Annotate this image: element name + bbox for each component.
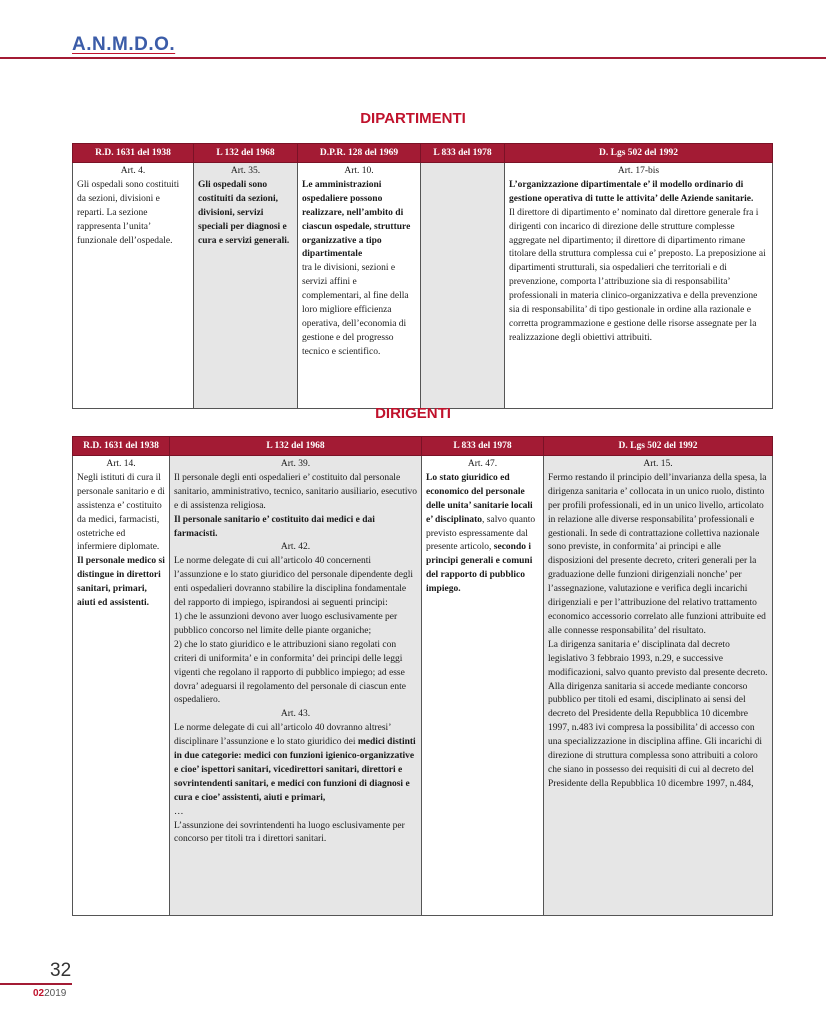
column-header: D. Lgs 502 del 1992 bbox=[505, 144, 773, 163]
table-row bbox=[73, 163, 773, 409]
text-run-bold: secondo i principi generali e comuni del rapporto di pubblico impiego. bbox=[426, 542, 533, 595]
article-bold-text: Il personale medico si distingue in direttori sanitari, primari, aiuti ed assistenti. bbox=[77, 556, 165, 609]
cell-l-833-1978 bbox=[421, 163, 505, 409]
article-text: L’assunzione dei sovrintendenti ha luogo esclusivamente per concorso per titoli tra i direttori sanitari. bbox=[174, 820, 405, 845]
text-run-bold: medici distinti in due categorie: medici con funzioni igienico-organizzative e cioe’ ispettori sanitari, vicedirettori sanitari, direttori e sovrintendenti sanitari, e medici con funzioni di diagnosi e cura e cioe’ assistenti, aiuti e primari, bbox=[174, 737, 416, 803]
article-text: Gli ospedali sono costituiti da sezioni, divisioni e reparti. La sezione rappresenta l’unita’ funzionale dell’ospedale. bbox=[77, 179, 180, 246]
cell-l-833-1978 bbox=[422, 456, 544, 916]
cell-l-132-1968 bbox=[194, 163, 298, 409]
section-title-dipartimenti: DIPARTIMENTI bbox=[360, 110, 466, 127]
dipartimenti-table bbox=[72, 143, 773, 409]
section-title-dirigenti: DIRIGENTI bbox=[375, 405, 451, 422]
column-header: L 833 del 1978 bbox=[422, 437, 544, 456]
article-bold-text: L’organizzazione dipartimentale e’ il modello ordinario di gestione operativa di tutte le attivita’ delle Aziende sanitarie. bbox=[509, 179, 754, 204]
article-bold-text: Le amministrazioni ospedaliere possono realizzare, nell’ambito di ciascun ospedale, strutture organizzative a tipo dipartimentale bbox=[302, 179, 411, 260]
article-text: Negli istituti di cura il personale sanitario e di assistenza e’ costituito da medici, farmacisti, ostetriche ed infermiere diplomate. bbox=[77, 472, 165, 553]
text-run: , salvo quanto previsto espressamente dal presente articolo, bbox=[426, 514, 536, 553]
issue-number: 02 bbox=[33, 988, 45, 999]
cell-dpr-128-1969 bbox=[298, 163, 421, 409]
column-header: D. Lgs 502 del 1992 bbox=[544, 437, 773, 456]
ellipsis: … bbox=[174, 806, 184, 817]
article-number: Art. 17-bis bbox=[617, 166, 660, 176]
article-text: tra le divisioni, sezioni e servizi affini e complementari, al fine della loro migliore efficienza operativa, dell’economia di gestione e del progresso tecnico e scientifico. bbox=[302, 263, 409, 357]
column-header: D.P.R. 128 del 1969 bbox=[298, 144, 421, 163]
article-text bbox=[174, 722, 417, 805]
article-text: Fermo restando il principio dell’invarianza della spesa, la dirigenza sanitaria e’ collocata in un unico ruolo, distinto per profili professionali, ed in un unico livello, articolato in relazione alle diverse responsabilita’ professionali e gestionali. In sede di contrattazione collettiva nazionale sono previste, in conformita’ ai principi e alle disposizioni del presente decreto, criteri generali per la graduazione delle funzioni dirigenziali nonche’ per l’assegnazione, valutazione e verifica degli incarichi dirigenziali e per l’attribuzione del relativo trattamento economico accessorio correlato alle funzioni attribuite ed alle connesse responsabilita’ del risultato. bbox=[548, 472, 767, 636]
article-number: Art. 15. bbox=[643, 459, 673, 469]
cell-dlgs-502-1992 bbox=[544, 456, 773, 916]
column-header: L 132 del 1968 bbox=[170, 437, 422, 456]
text-run: Le norme delegate di cui all’articolo 40 dovranno altresi’ disciplinare l’assunzione e lo stato giuridico dei bbox=[174, 723, 391, 748]
column-header: R.D. 1631 del 1938 bbox=[73, 437, 170, 456]
cell-rd-1938 bbox=[73, 163, 194, 409]
article-text: Il direttore di dipartimento e’ nominato dal direttore generale fra i dirigenti con incarico di direzione delle strutture complesse aggregate nel dipartimento; il direttore di dipartimento rimane titolare della struttura complessa cui e’ preposto. La preposizione ai dipartimenti strutturali, sia ospedalieri che territoriali e di prevenzione, comporta l’attribuzione sia di responsabilita’ professionali in materia clinico-organizzativa e della prevenzione sia di responsabilita’ di tipo gestionale in ordine alla razionale e corretta programmazione e gestione delle risorse assegnate per la realizzazione degli obiettivi attribuiti. bbox=[509, 207, 766, 343]
article-text: La dirigenza sanitaria e’ disciplinata dal decreto legislativo 3 febbraio 1993, n.29, e successive modificazioni, salvo quanto previsto dal presente decreto. bbox=[548, 639, 768, 678]
article-number: Art. 47. bbox=[467, 459, 498, 469]
article-number: Art. 35. bbox=[230, 166, 261, 176]
table-row bbox=[73, 456, 773, 916]
article-text: 1) che le assunzioni devono aver luogo esclusivamente per pubblico concorso nel limite delle piante organiche; bbox=[174, 611, 398, 636]
table-header-row bbox=[73, 437, 773, 456]
footer-rule bbox=[0, 983, 72, 985]
article-text: Le norme delegate di cui all’articolo 40 concernenti l’assunzione e lo stato giuridico del personale dipendente degli enti ospedalieri dovranno stabilire la disciplina fondamentale del rapporto di impiego, ispirandosi ai seguenti principi: bbox=[174, 556, 414, 609]
article-text bbox=[426, 472, 539, 597]
column-header: L 833 del 1978 bbox=[421, 144, 505, 163]
article-number: Art. 10. bbox=[344, 166, 374, 176]
dirigenti-table bbox=[72, 436, 773, 916]
article-number: Art. 4. bbox=[120, 166, 146, 176]
header-rule bbox=[0, 57, 826, 59]
table-header-row bbox=[73, 144, 773, 163]
cell-rd-1938 bbox=[73, 456, 170, 916]
article-number: Art. 14. bbox=[106, 459, 136, 469]
article-number: Art. 43. bbox=[280, 709, 311, 720]
column-header: R.D. 1631 del 1938 bbox=[73, 144, 194, 163]
article-text: 2) che lo stato giuridico e le attribuzioni siano regolati con criteri di uniformita’ e in conformita’ dei principi delle leggi vigenti che regolano il rapporto di pubblico impiego; ad esse dovra’ adeguarsi il regolamento del personale di ciascun ente ospedaliero. bbox=[174, 639, 406, 706]
article-text: Il personale degli enti ospedalieri e’ costituito dal personale sanitario, amministrativo, tecnico, sanitario ausiliario, esecutivo e di assistenza religiosa. bbox=[174, 472, 417, 511]
cell-l-132-1968 bbox=[170, 456, 422, 916]
issue-label bbox=[33, 988, 66, 999]
issue-year: 2019 bbox=[44, 988, 67, 999]
article-bold-text: Il personale sanitario e’ costituito dai medici e dai farmacisti. bbox=[174, 514, 375, 539]
article-text: Gli ospedali sono costituiti da sezioni, divisioni, servizi speciali per diagnosi e cura e servizi generali. bbox=[198, 179, 290, 246]
page-number: 32 bbox=[50, 960, 72, 981]
column-header: L 132 del 1968 bbox=[194, 144, 298, 163]
cell-dlgs-502-1992 bbox=[505, 163, 773, 409]
article-text: Alla dirigenza sanitaria si accede mediante concorso pubblico per titoli ed esami, disciplinato ai sensi del decreto del Presidente della Repubblica 10 dicembre 1997, n.483 ivi compresa la possibilita’ di accesso con una specializzazione in disciplina affine. Gli incarichi di direzione di struttura complessa sono attribuiti a coloro che siano in possesso dei requisiti di cui al decreto del Presidente della Repubblica 10 dicembre 1997, n.484, bbox=[548, 681, 763, 789]
text-run-bold: Lo stato giuridico ed economico del personale delle unita’ sanitarie locali e’ disciplinato bbox=[426, 472, 533, 525]
article-number: Art. 42. bbox=[280, 542, 311, 553]
article-number: Art. 39. bbox=[280, 459, 311, 469]
anmdo-logo: A.N.M.D.O. bbox=[72, 34, 176, 55]
